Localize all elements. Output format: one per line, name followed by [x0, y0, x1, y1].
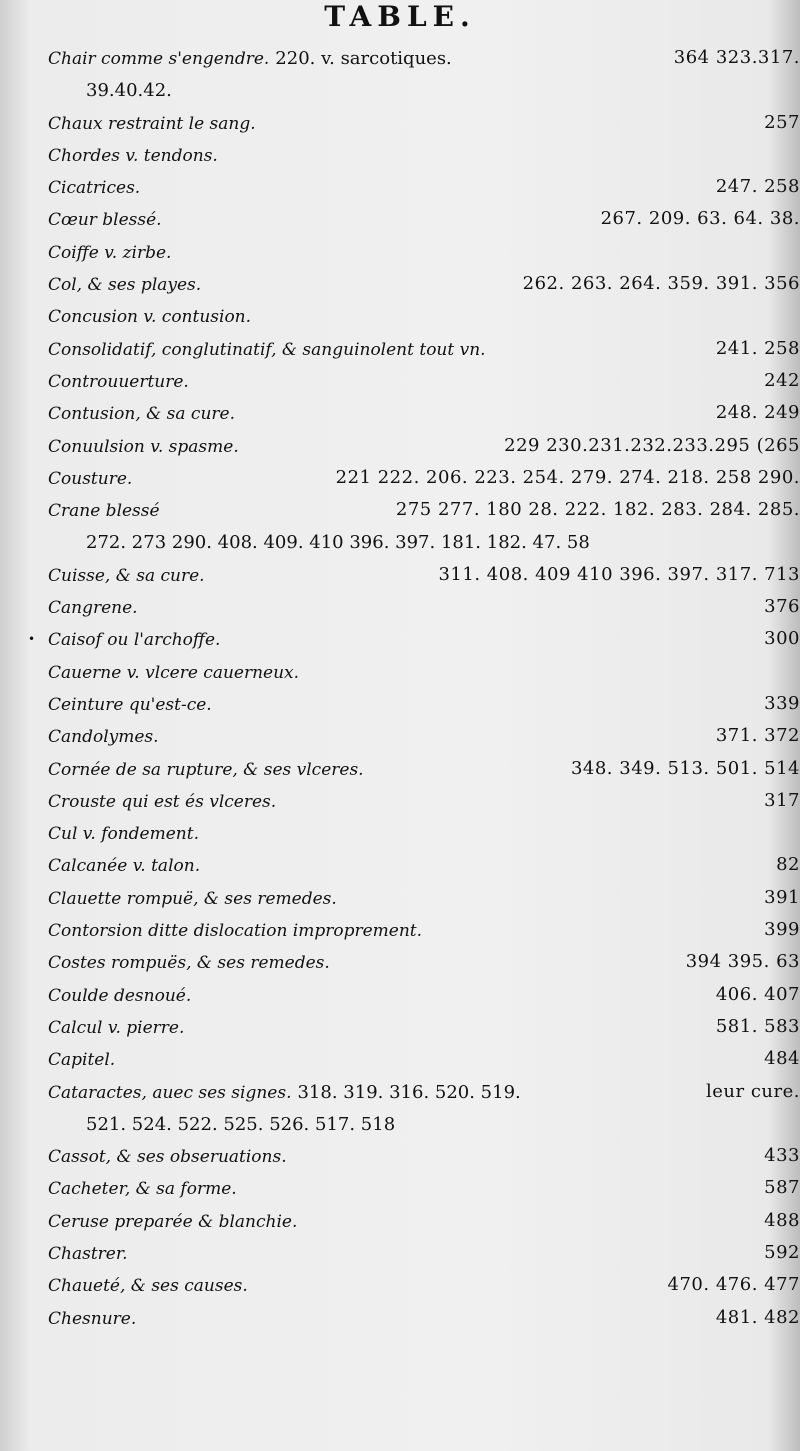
- index-entry: [48, 1043, 800, 1075]
- index-entry: [48, 817, 678, 849]
- index-entry: [48, 268, 800, 300]
- entry-term: Candolymes.: [48, 727, 159, 748]
- entry-term: Chaux restraint le sang.: [48, 113, 256, 134]
- entry-page-refs: 470. 476. 477: [667, 1274, 800, 1296]
- entry-page-refs: 488: [764, 1209, 800, 1231]
- index-entry: [48, 753, 800, 785]
- index-entry: [48, 914, 800, 946]
- entry-term: Caisof ou l'archoffe.: [48, 630, 221, 651]
- entry-page-refs: 241. 258: [715, 337, 800, 359]
- entry-continuation: 272. 273 290. 408. 409. 410 396. 397. 181. 182. 47. 58: [86, 532, 590, 554]
- page-title: TABLE.: [324, 0, 476, 33]
- index-entry: [48, 139, 678, 171]
- entry-page-refs: 348. 349. 513. 501. 514: [570, 757, 800, 779]
- index-entry: [48, 1140, 800, 1172]
- entry-term: Cuisse, & sa cure.: [48, 565, 205, 586]
- index-entry: [48, 656, 678, 688]
- entry-term: Chaueté, & ses causes.: [48, 1276, 248, 1297]
- entry-term: Calcanée v. talon.: [48, 856, 201, 877]
- entry-page-refs: 371. 372: [715, 725, 800, 747]
- index-entries: [28, 42, 800, 1334]
- bullet-mark: •: [28, 632, 36, 647]
- index-entry: [48, 1011, 800, 1043]
- index-entry: [48, 882, 800, 914]
- entry-page-refs: 317: [764, 789, 800, 811]
- entry-page-refs: 376: [764, 596, 800, 618]
- entry-term: Cataractes, auec ses signes.: [48, 1082, 292, 1103]
- entry-term: Chair comme s'engendre.: [48, 49, 270, 69]
- index-entry: [48, 236, 678, 268]
- index-entry: [48, 42, 800, 74]
- entry-term: Concusion v. contusion.: [48, 307, 252, 328]
- index-entry: [48, 494, 800, 526]
- entry-continuation: 39.40.42.: [86, 80, 172, 102]
- entry-term: Crouste qui est és vlceres.: [48, 791, 277, 812]
- index-entry: [28, 623, 800, 655]
- index-entry: [48, 591, 800, 623]
- entry-term: Cousture.: [48, 468, 133, 489]
- index-entry: [48, 1269, 800, 1301]
- index-entry: [48, 1172, 800, 1204]
- entry-page-refs: 481. 482: [715, 1306, 800, 1328]
- entry-page-refs: 247. 258: [715, 176, 800, 198]
- index-entry: [48, 1108, 678, 1140]
- entry-inline-refs: 220. v. sarcotiques.: [275, 48, 452, 69]
- entry-term: Cauerne v. vlcere cauerneux.: [48, 662, 300, 683]
- entry-page-refs: 391: [764, 886, 800, 908]
- entry-page-refs: 300: [764, 628, 800, 650]
- index-entry: [48, 785, 800, 817]
- entry-inline-refs: 318. 319. 316. 520. 519.: [297, 1081, 521, 1103]
- entry-page-refs: 262. 263. 264. 359. 391. 356: [522, 273, 800, 295]
- index-entry: [48, 1205, 800, 1237]
- entry-page-refs: 257: [764, 111, 800, 133]
- entry-term: Cacheter, & sa forme.: [48, 1179, 237, 1200]
- entry-term: Contorsion ditte dislocation improprement.: [48, 921, 423, 942]
- index-entry: [48, 849, 800, 881]
- entry-term: Ceinture qu'est-ce.: [48, 694, 212, 715]
- index-entry: [48, 720, 800, 752]
- entry-term: Coulde desnoué.: [48, 985, 192, 1006]
- entry-page-refs: 339: [764, 692, 800, 714]
- entry-page-refs: 406. 407: [715, 983, 800, 1005]
- index-entry: [48, 1076, 800, 1108]
- index-entry: [48, 397, 800, 429]
- entry-term: Cassot, & ses obseruations.: [48, 1147, 287, 1168]
- entry-page-refs: 221 222. 206. 223. 254. 279. 274. 218. 258 290.: [335, 466, 800, 488]
- entry-page-refs: 394 395. 63: [685, 951, 800, 973]
- index-entry: [48, 171, 800, 203]
- entry-term: Cangrene.: [48, 598, 138, 619]
- entry-page-refs: 587: [764, 1177, 800, 1199]
- entry-term: Cicatrices.: [48, 178, 141, 199]
- entry-page-refs: 229 230.231.232.233.295 (265: [504, 434, 800, 456]
- entry-page-refs: 82: [776, 854, 800, 876]
- entry-term: Chesnure.: [48, 1308, 137, 1329]
- entry-term: Col, & ses playes.: [48, 275, 202, 296]
- entry-page-refs: 399: [764, 919, 800, 941]
- entry-page-refs: leur cure.: [706, 1080, 800, 1102]
- entry-page-refs: 581. 583: [715, 1015, 800, 1037]
- entry-page-refs: 267. 209. 63. 64. 38.: [600, 208, 800, 230]
- entry-term: Chordes v. tendons.: [48, 145, 218, 166]
- entry-term: Crane blessé: [48, 501, 160, 522]
- entry-term: Contusion, & sa cure.: [48, 404, 235, 425]
- entry-term: Cœur blessé.: [48, 210, 162, 231]
- index-entry: [48, 1302, 800, 1334]
- entry-page-refs: 364 323.317.: [673, 47, 800, 68]
- entry-page-refs: 484: [764, 1048, 800, 1070]
- entry-term: Conuulsion v. spasme.: [48, 436, 239, 457]
- entry-term: Coiffe v. zirbe.: [48, 242, 172, 263]
- entry-term: Ceruse preparée & blanchie.: [48, 1211, 298, 1232]
- index-entry: [48, 203, 800, 235]
- entry-page-refs: 592: [764, 1241, 800, 1263]
- entry-term: Chastrer.: [48, 1243, 128, 1264]
- entry-term: Cornée de sa rupture, & ses vlceres.: [48, 759, 364, 780]
- entry-page-refs: 248. 249: [715, 402, 800, 424]
- entry-page-refs: 275 277. 180 28. 222. 182. 283. 284. 285.: [395, 499, 800, 521]
- index-entry: [48, 462, 800, 494]
- entry-term: Clauette rompuë, & ses remedes.: [48, 888, 337, 909]
- entry-term: Cul v. fondement.: [48, 824, 199, 845]
- index-entry: [48, 1237, 800, 1269]
- index-entry: [48, 74, 678, 106]
- index-entry: [48, 300, 678, 332]
- entry-term: Calcul v. pierre.: [48, 1017, 185, 1038]
- index-entry: [48, 946, 800, 978]
- entry-page-refs: 242: [764, 369, 800, 391]
- index-entry: [48, 365, 800, 397]
- entry-continuation: 521. 524. 522. 525. 526. 517. 518: [86, 1113, 396, 1135]
- index-entry: [48, 333, 800, 365]
- index-entry: [48, 688, 800, 720]
- index-entry: [48, 430, 800, 462]
- index-entry: [48, 107, 800, 139]
- index-entry: [48, 559, 800, 591]
- index-entry: [48, 979, 800, 1011]
- entry-page-refs: 433: [764, 1145, 800, 1167]
- entry-term: Controuuerture.: [48, 371, 189, 392]
- entry-term: Capitel.: [48, 1050, 116, 1071]
- entry-page-refs: 311. 408. 409 410 396. 397. 317. 713: [438, 563, 800, 585]
- entry-term: Consolidatif, conglutinatif, & sanguinolent tout vn.: [48, 339, 486, 360]
- entry-term: Costes rompuës, & ses remedes.: [48, 953, 330, 974]
- index-entry: [48, 526, 678, 558]
